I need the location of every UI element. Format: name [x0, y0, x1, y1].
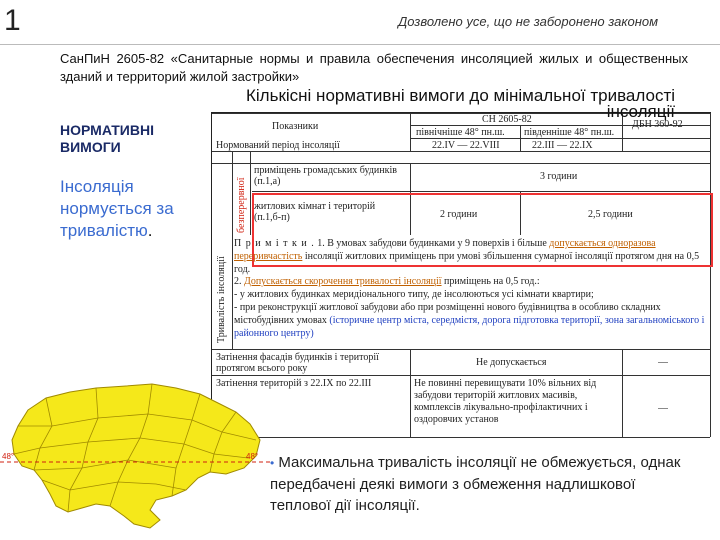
source-citation: СанПиН 2605-82 «Санитарные нормы и правила обеспечения инсоляцией жилых и общественных зданий и территорий жилой застройки»: [60, 51, 688, 84]
header-dbn: ДБН 360-92: [632, 119, 683, 130]
vertical-label-continuous: безперервної: [236, 177, 247, 233]
dash-territory: —: [658, 403, 668, 414]
latitude-label-left: 48°: [2, 452, 15, 461]
row-period-label: Нормований період інсоляції: [216, 140, 340, 151]
vertical-label-duration: Тривалість інсоляції: [216, 256, 227, 343]
value-public: 3 години: [540, 171, 578, 182]
slide-subtitle: [246, 86, 675, 122]
latitude-label: 48°: [246, 452, 259, 461]
row-shading-label: Затінення фасадів будинків і території протягом всього року: [216, 352, 379, 374]
value-living-north: 2 години: [440, 209, 478, 220]
insolation-note-tail: .: [147, 221, 153, 240]
note2-b: Допускається скорочення тривалості інсоляції: [244, 276, 442, 288]
period-north: 22.IV — 22.VIII: [432, 140, 500, 151]
insolation-note-text: Інсоляція нормується за тривалістю: [60, 177, 174, 240]
insolation-note: [60, 176, 210, 242]
subtitle-line2: інсоляції: [606, 102, 676, 121]
row-public-label: приміщень громадських будинків (п.1,а): [254, 165, 397, 187]
norms-table: [211, 112, 711, 438]
row-living-label: житлових кімнат і територій (п.1,б-п): [254, 201, 376, 223]
note1-b: допускається одноразова переривчастість: [234, 238, 656, 262]
subheader-north: північніше 48° пн.ш.: [416, 127, 505, 138]
dash-shading: —: [658, 357, 668, 368]
bullet-note: [270, 452, 690, 516]
value-shading: Не допускається: [476, 357, 547, 368]
bullet-icon: •: [270, 456, 275, 470]
note-lead: П р и м і т к и .: [234, 238, 315, 249]
note2-f: (історичне центр міста, середмістя, дорога підготовка території, зона загальноміського і районного центру): [234, 314, 705, 339]
subheader-south: південніше 48° пн.ш.: [524, 127, 615, 138]
period-south: 22.III — 22.IX: [532, 140, 593, 151]
header-indicators: Показники: [272, 121, 319, 132]
note2-c: приміщень на 0,5 год.:: [444, 276, 540, 288]
value-territory: Не повинні перевищувати 10% вільних від забудови територій житлових масивів, комплексів лікувально-профілактичних і оздоровчих установ: [414, 378, 597, 425]
subtitle-line1: Кількісні нормативні вимоги до мінімальної тривалості: [246, 86, 676, 105]
slide-number: 1: [4, 4, 21, 37]
note2-e: - при реконструкції житлової забудови або при розміщенні нового будівництва в особливо складних містобудівних умовах: [234, 301, 661, 326]
bullet-note-text: Максимальна тривалість інсоляції не обмежується, однак передбачені деякі вимоги з обмеження надлишкової теплової дії інсоляції.: [270, 454, 681, 514]
motto: Дозволено усе, що не заборонено законом: [398, 14, 658, 29]
table-notes: [234, 238, 706, 340]
note2-d: - у житлових будинках меридіонального типу, де інсолюються усі кімнати квартири;: [234, 289, 594, 301]
header-norm: СН 2605-82: [482, 114, 532, 125]
section-heading: НОРМАТИВНІ ВИМОГИ: [60, 122, 154, 155]
value-living-south: 2,5 години: [588, 209, 633, 220]
row-territory-label: Затінення територій з 22.IX по 22.III: [216, 378, 372, 389]
note2-a: 2.: [234, 276, 242, 288]
header-divider: [0, 44, 720, 45]
note1-a: 1. В умовах забудови будинками у 9 поверхів і більше: [317, 238, 547, 249]
ukraine-map: [0, 378, 270, 540]
note1-c: інсоляції житлових приміщень при умові збільшення сумарної інсоляції протягом дня на 0,5 год.: [234, 250, 700, 275]
